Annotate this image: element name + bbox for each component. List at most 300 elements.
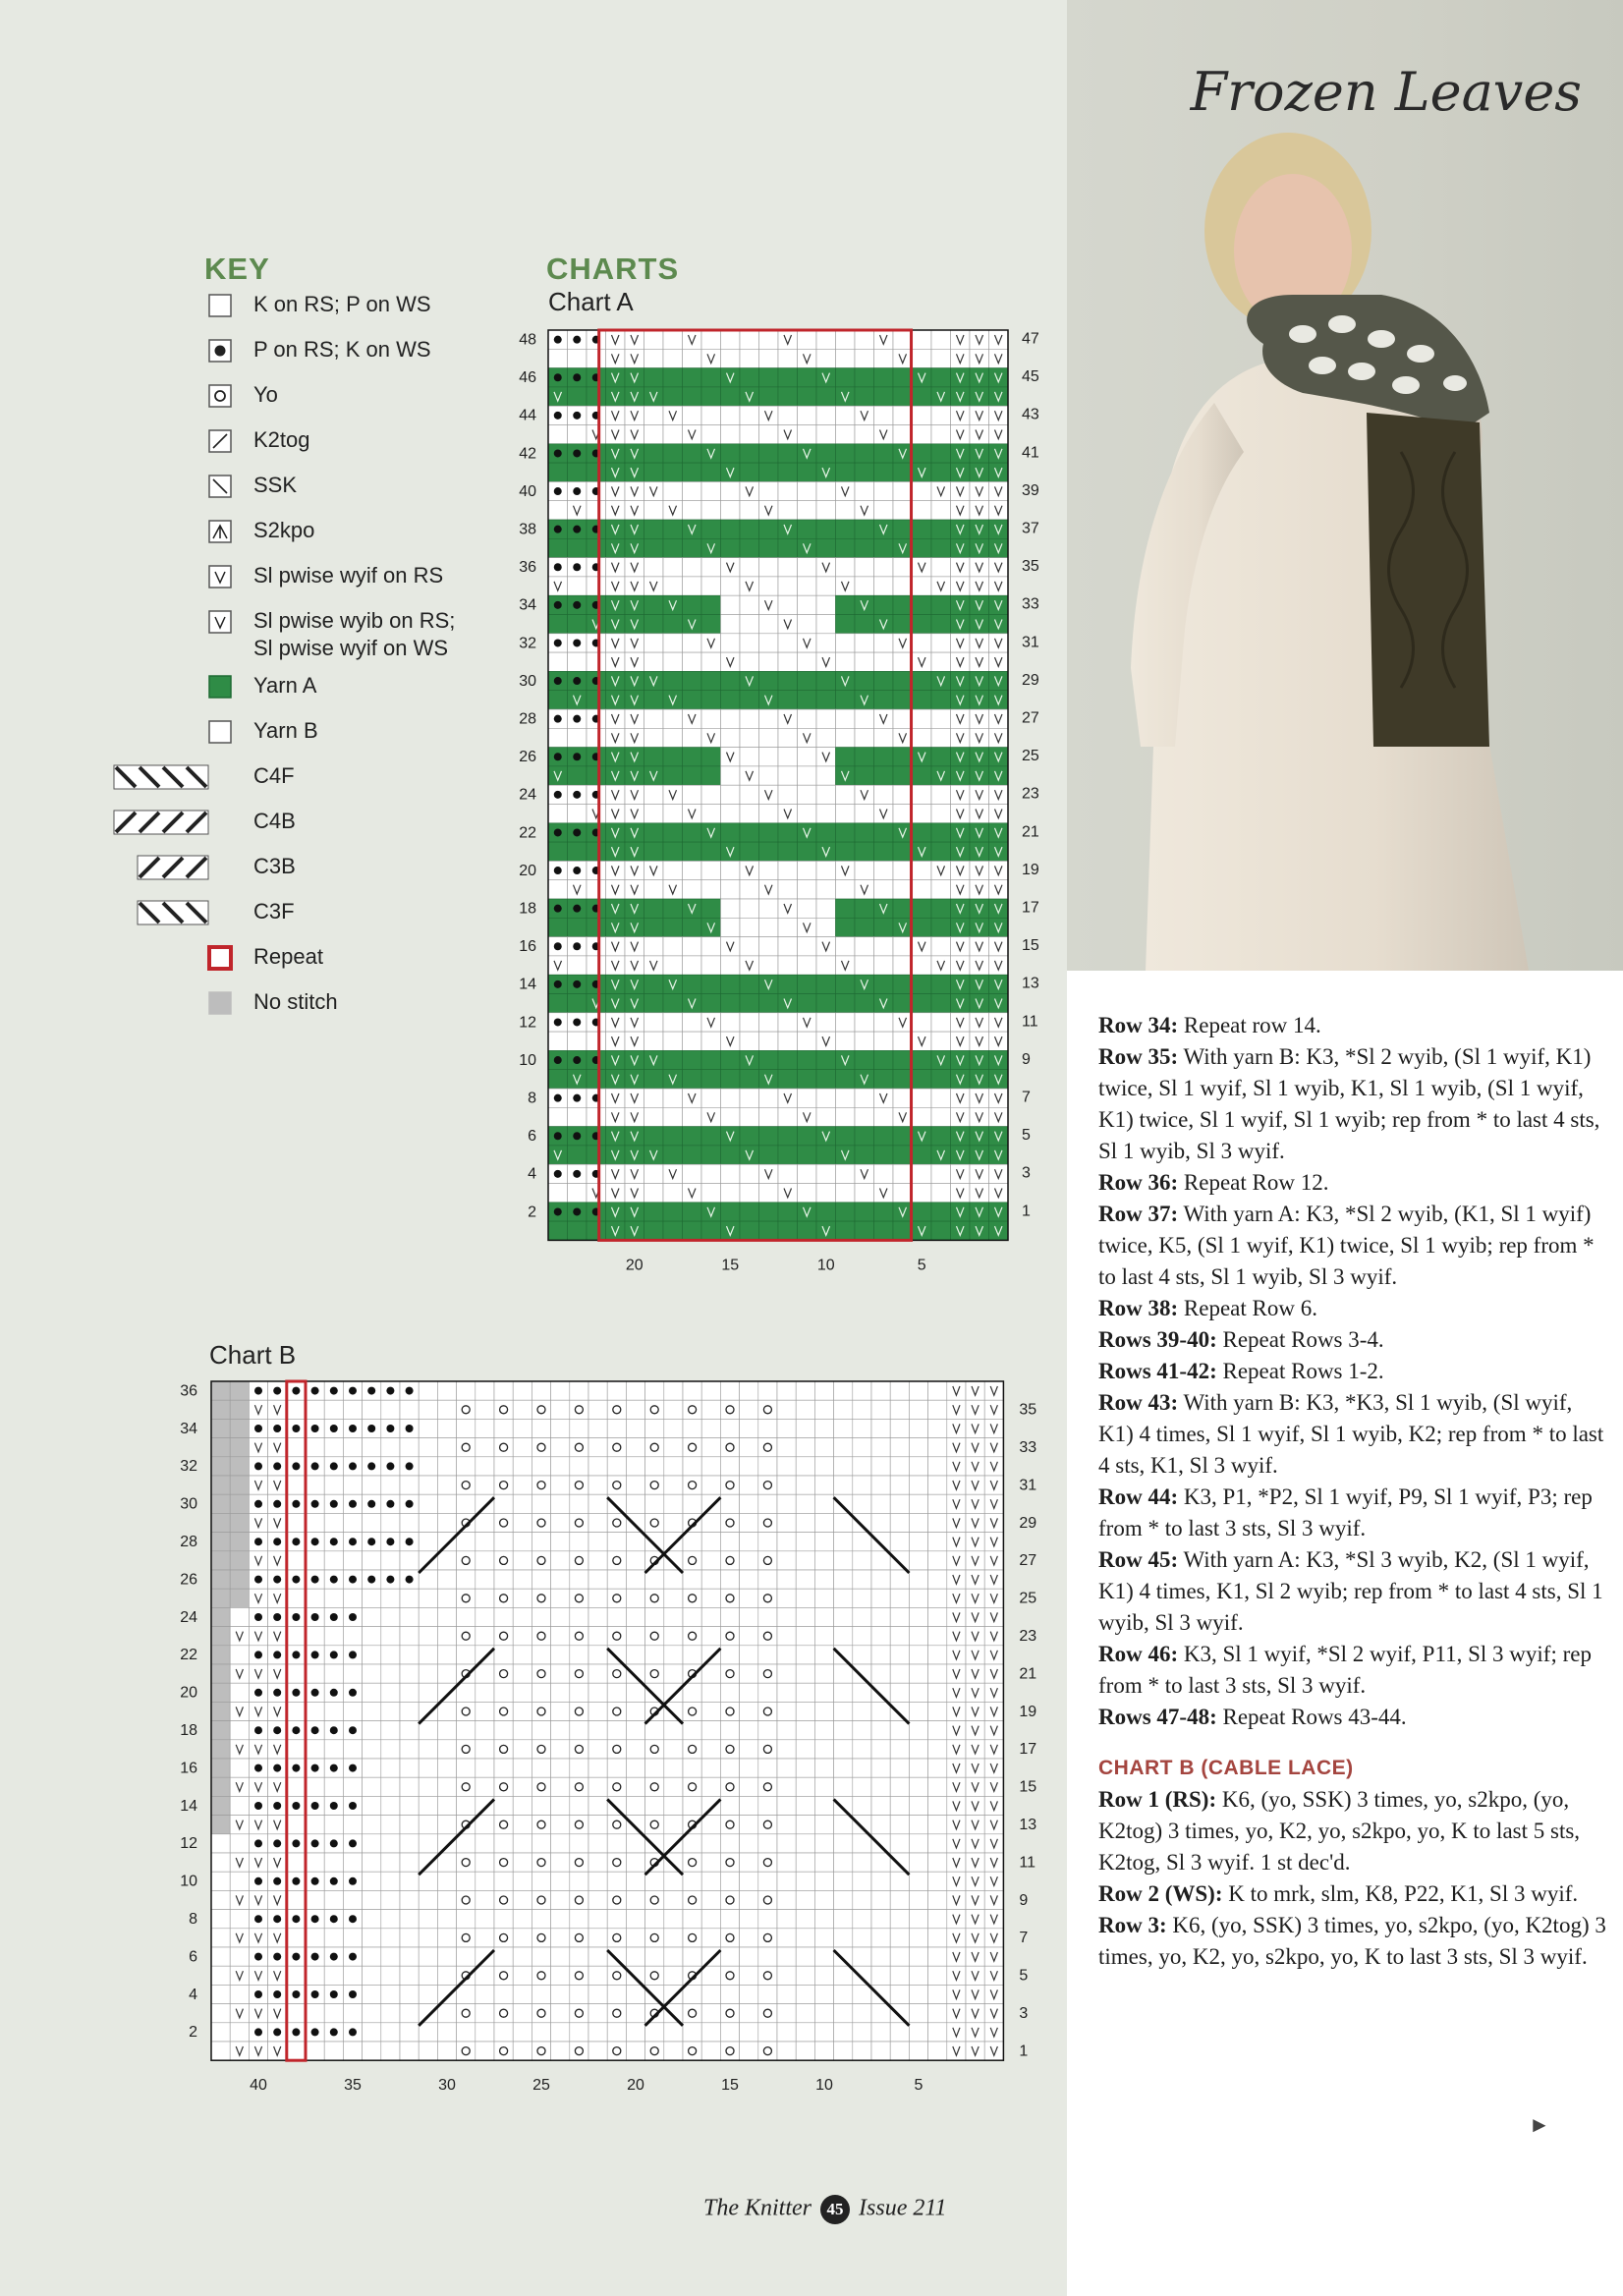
chart-a-cell	[625, 481, 644, 500]
chart-a-cell	[644, 1070, 664, 1089]
chart-a-cell	[874, 918, 894, 936]
chart-a-cell	[721, 766, 741, 785]
chart-a-cell	[606, 577, 626, 595]
chart-a-cell	[893, 330, 913, 349]
chart-b-cell	[476, 1438, 494, 1457]
chart-a-cell	[913, 1013, 932, 1032]
chart-a-cell	[625, 368, 644, 387]
chart-b-cell	[476, 1589, 494, 1607]
chart-a-cell	[568, 1146, 588, 1164]
chart-b-cell	[607, 1533, 626, 1551]
chart-b-row-label-right: 5	[1019, 1967, 1029, 1985]
chart-b-cell	[664, 1834, 683, 1853]
model-photo	[1067, 0, 1623, 971]
chart-a-cell	[798, 577, 817, 595]
chart-b-purl-mark	[254, 1953, 262, 1961]
chart-a-cell	[778, 634, 798, 652]
chart-a-cell	[874, 880, 894, 899]
chart-b-purl-mark	[349, 1915, 357, 1923]
chart-a-cell	[644, 918, 664, 936]
chart-b-purl-mark	[292, 1877, 300, 1885]
chart-a-cell	[989, 937, 1009, 956]
chart-b-cell	[437, 1853, 456, 1872]
chart-b-cell	[966, 1570, 984, 1589]
key-item	[138, 672, 491, 711]
key-symbol-c3b-icon	[138, 855, 208, 880]
chart-b-cell	[871, 1419, 890, 1437]
chart-b-cell	[570, 1759, 588, 1777]
chart-b-cell	[494, 1533, 513, 1551]
chart-a-cell	[989, 652, 1009, 671]
chart-b-purl-mark	[292, 1651, 300, 1658]
chart-a-purl-mark	[554, 563, 562, 571]
chart-b-cell	[494, 1551, 513, 1570]
chart-a-cell	[798, 595, 817, 614]
chart-a-cell	[663, 368, 683, 387]
chart-a-cell	[548, 615, 568, 634]
chart-b-cell	[551, 1947, 570, 1966]
chart-b-cell	[230, 2004, 249, 2023]
chart-b-cell	[607, 1759, 626, 1777]
chart-b-cell	[796, 2042, 814, 2060]
chart-b-cell	[268, 2042, 287, 2060]
chart-b-cell	[588, 1551, 607, 1570]
chart-a-cell	[893, 766, 913, 785]
chart-b-cell	[814, 1589, 833, 1607]
chart-b-cell	[984, 1419, 1003, 1437]
key-label: K2tog	[253, 427, 310, 452]
chart-a-cell	[548, 1070, 568, 1089]
chart-a-cell	[625, 1146, 644, 1164]
chart-a-cell	[798, 975, 817, 993]
chart-a-cell	[625, 975, 644, 993]
chart-a-cell	[816, 330, 836, 349]
chart-a-cell	[701, 785, 721, 804]
chart-b-cell	[211, 1419, 230, 1437]
chart-b-cell	[720, 1646, 739, 1664]
chart-a-cell	[683, 994, 702, 1013]
key-item	[138, 607, 491, 660]
chart-b-row-label-right: 23	[1019, 1628, 1037, 1645]
chart-a-cell	[893, 444, 913, 463]
chart-a-cell	[644, 880, 664, 899]
chart-b-cell	[720, 1947, 739, 1966]
chart-b-cell	[551, 1419, 570, 1437]
chart-b-cell	[777, 1457, 796, 1476]
chart-a-cell	[893, 956, 913, 975]
chart-b-cell	[758, 2023, 777, 2042]
chart-b-cell	[683, 1551, 701, 1570]
chart-b-cell	[701, 1589, 720, 1607]
chart-a-cell	[740, 1221, 759, 1240]
chart-b-cell	[777, 1985, 796, 2003]
chart-b-cell	[814, 1853, 833, 1872]
chart-b-col-label: 25	[532, 2077, 550, 2095]
chart-a-cell	[548, 463, 568, 481]
chart-b-cell	[343, 1816, 362, 1834]
chart-b-cell	[814, 1910, 833, 1929]
chart-b-cell	[381, 1966, 400, 1985]
chart-a-cell	[816, 1050, 836, 1069]
chart-a-cell	[759, 1164, 779, 1183]
chart-b-cell	[532, 1777, 550, 1796]
key-symbol-slip-icon	[208, 609, 232, 635]
chart-a-purl-mark	[573, 715, 581, 723]
chart-b-cell	[476, 1872, 494, 1890]
chart-a-cell	[625, 805, 644, 823]
chart-b-cell	[437, 1929, 456, 1947]
chart-a-cell	[683, 861, 702, 879]
chart-b-purl-mark	[273, 1839, 281, 1847]
chart-b-purl-mark	[254, 1387, 262, 1395]
chart-b-purl-mark	[273, 1764, 281, 1772]
chart-a-cell	[701, 595, 721, 614]
chart-b-cell	[777, 1627, 796, 1646]
chart-a-cell	[778, 558, 798, 577]
instruction-paragraph	[1098, 1387, 1609, 1482]
chart-b-cell	[758, 1570, 777, 1589]
chart-b-cell	[777, 1966, 796, 1985]
chart-b-cell	[871, 1834, 890, 1853]
chart-b-cell	[777, 1607, 796, 1626]
chart-a-cell	[606, 481, 626, 500]
chart-b-cell	[909, 1589, 927, 1607]
chart-a-cell	[989, 595, 1009, 614]
chart-b-purl-mark	[330, 1500, 338, 1508]
instruction-row-label: Row 36:	[1098, 1170, 1179, 1195]
chart-b-cell	[909, 1947, 927, 1966]
chart-a-cell	[663, 842, 683, 861]
chart-a-cell	[931, 823, 951, 842]
chart-b-cell	[966, 1646, 984, 1664]
chart-b-cell	[777, 1419, 796, 1437]
chart-b-cell	[890, 1589, 909, 1607]
chart-a-cell	[893, 387, 913, 406]
chart-b-cell	[607, 1627, 626, 1646]
chart-b-cell	[211, 1872, 230, 1890]
chart-b-cell	[230, 1551, 249, 1570]
chart-a-cell	[816, 387, 836, 406]
chart-b-cell	[607, 2023, 626, 2042]
chart-b-cell	[740, 1589, 758, 1607]
chart-b-cell	[890, 1816, 909, 1834]
chart-b-cell	[853, 1381, 871, 1400]
chart-b-cell	[419, 1457, 437, 1476]
key-heading: KEY	[204, 252, 270, 286]
key-symbol-k2tog-icon	[208, 428, 232, 454]
chart-a-cell	[893, 1050, 913, 1069]
chart-a-cell	[855, 538, 874, 557]
chart-b-cell	[758, 1853, 777, 1872]
chart-b-cell	[607, 1419, 626, 1437]
chart-a-cell	[644, 1203, 664, 1221]
chart-b-cell	[626, 1513, 644, 1532]
chart-a-cell	[893, 899, 913, 918]
chart-b-cell	[683, 1796, 701, 1815]
chart-b-cell	[834, 1890, 853, 1909]
chart-b-cell	[419, 1777, 437, 1796]
chart-b-cell	[740, 1438, 758, 1457]
chart-b-cell	[588, 1381, 607, 1400]
chart-a-purl-mark	[554, 905, 562, 913]
chart-a-cell	[951, 671, 971, 690]
chart-b-purl-mark	[311, 1576, 319, 1584]
chart-a-cell	[759, 349, 779, 367]
chart-b-cell	[607, 1607, 626, 1626]
chart-a-cell	[568, 615, 588, 634]
chart-b-cell	[211, 1627, 230, 1646]
chart-b-cell	[419, 1966, 437, 1985]
chart-a-cell	[606, 691, 626, 709]
chart-b-cell	[343, 1890, 362, 1909]
chart-a-cell	[970, 520, 989, 538]
chart-b-cell	[834, 1947, 853, 1966]
chart-a-row-label-left: 14	[519, 976, 536, 993]
chart-a-cell	[798, 1146, 817, 1164]
chart-a-row-label-left: 28	[519, 710, 536, 728]
chart-a-cell	[701, 1164, 721, 1183]
chart-a-cell	[663, 425, 683, 444]
chart-b-cell	[966, 1513, 984, 1532]
chart-b-cell	[740, 1796, 758, 1815]
chart-a-cell	[855, 406, 874, 424]
chart-b-cell	[381, 1853, 400, 1872]
chart-b-cell	[683, 1834, 701, 1853]
chart-b-cell	[532, 1400, 550, 1419]
chart-b-cell	[720, 1381, 739, 1400]
chart-b-cell	[758, 1400, 777, 1419]
chart-b-cell	[796, 1570, 814, 1589]
chart-b-cell	[890, 1966, 909, 1985]
chart-b-cell	[230, 1853, 249, 1872]
chart-b-cell	[437, 1419, 456, 1437]
chart-b-cell	[871, 1929, 890, 1947]
chart-b-cell	[777, 1551, 796, 1570]
chart-b-cell	[400, 1740, 419, 1759]
next-page-arrow-icon: ►	[1529, 2112, 1550, 2137]
chart-b-cell	[664, 2004, 683, 2023]
chart-b-cell	[853, 1853, 871, 1872]
chart-b-cell	[720, 1890, 739, 1909]
chart-a-cell	[970, 842, 989, 861]
chart-b-cell	[607, 1777, 626, 1796]
chart-a-cell	[778, 1032, 798, 1050]
chart-b-cell	[984, 1985, 1003, 2003]
chart-a-cell	[989, 387, 1009, 406]
chart-a-cell	[625, 691, 644, 709]
chart-b-cell	[437, 1947, 456, 1966]
chart-b-cell	[664, 1400, 683, 1419]
chart-a-cell	[855, 349, 874, 367]
chart-b-cell	[834, 2023, 853, 2042]
chart-a-cell	[893, 823, 913, 842]
chart-b-cell	[476, 1513, 494, 1532]
chart-a-cell	[970, 481, 989, 500]
chart-b-cell	[457, 1816, 476, 1834]
chart-a-purl-mark	[554, 1056, 562, 1064]
chart-b-cell	[513, 1777, 532, 1796]
chart-a-cell	[721, 1032, 741, 1050]
chart-b-cell	[570, 1872, 588, 1890]
chart-a-cell	[836, 785, 856, 804]
chart-b-cell	[363, 1683, 381, 1702]
chart-b-cell	[381, 2004, 400, 2023]
chart-a-cell	[836, 823, 856, 842]
chart-a-cell	[970, 425, 989, 444]
chart-b-cell	[607, 1816, 626, 1834]
chart-b-purl-mark	[273, 2028, 281, 2036]
chart-a-cell	[740, 1013, 759, 1032]
chart-a-cell	[778, 766, 798, 785]
chart-a-cell	[913, 823, 932, 842]
chart-b-cell	[796, 1494, 814, 1513]
chart-a-cell	[606, 1013, 626, 1032]
chart-b-cell	[343, 2004, 362, 2023]
chart-a-cell	[663, 1050, 683, 1069]
chart-a-col-label: 20	[625, 1257, 644, 1274]
chart-b-cell	[626, 2042, 644, 2060]
chart-b-cell	[588, 1985, 607, 2003]
chart-b-cell	[928, 1607, 947, 1626]
chart-a-cell	[548, 501, 568, 520]
chart-a-row-label-right: 13	[1022, 975, 1039, 992]
chart-b-cell	[476, 1985, 494, 2003]
chart-a-row-label-left: 18	[519, 900, 536, 918]
chart-a-cell	[568, 349, 588, 367]
chart-b-cell	[871, 1627, 890, 1646]
chart-a-cell	[759, 1221, 779, 1240]
chart-b-row-label-left: 4	[189, 1986, 197, 2003]
chart-a-cell	[970, 899, 989, 918]
chart-b-purl-mark	[292, 2028, 300, 2036]
chart-a-cell	[951, 956, 971, 975]
chart-a-cell	[683, 805, 702, 823]
chart-b-cell	[871, 1721, 890, 1740]
chart-a-cell	[644, 1089, 664, 1107]
chart-a-cell	[931, 406, 951, 424]
chart-a-cell	[816, 425, 836, 444]
chart-b-cell	[909, 1664, 927, 1683]
chart-b-cell	[645, 1683, 664, 1702]
chart-b-cell	[400, 1929, 419, 1947]
chart-a-cell	[701, 861, 721, 879]
chart-b-cell	[268, 1702, 287, 1720]
chart-b-cell	[683, 1589, 701, 1607]
chart-a-cell	[816, 748, 836, 766]
chart-a-cell	[683, 1089, 702, 1107]
chart-b-cell	[419, 1834, 437, 1853]
chart-a-cell	[606, 425, 626, 444]
chart-a-cell	[740, 349, 759, 367]
chart-a-cell	[855, 899, 874, 918]
chart-b-cell	[343, 1966, 362, 1985]
chart-b-purl-mark	[349, 1425, 357, 1432]
chart-b-cell	[626, 1551, 644, 1570]
chart-a-cell	[913, 1070, 932, 1089]
chart-b-cell	[381, 1759, 400, 1777]
chart-a-cell	[625, 842, 644, 861]
chart-b-cell	[570, 1702, 588, 1720]
chart-a-cell	[798, 387, 817, 406]
chart-a-row-label-left: 6	[528, 1128, 536, 1146]
chart-b-cell	[871, 1646, 890, 1664]
chart-b-purl-mark	[273, 1877, 281, 1885]
chart-a-cell	[951, 1184, 971, 1203]
chart-b-cell	[419, 1702, 437, 1720]
chart-a-cell	[913, 975, 932, 993]
chart-b-row-label-right: 3	[1019, 2005, 1029, 2022]
chart-b-cell	[947, 1929, 966, 1947]
chart-b-cell	[966, 1419, 984, 1437]
chart-b-cell	[551, 1966, 570, 1985]
chart-a-cell	[683, 595, 702, 614]
chart-a-cell	[893, 481, 913, 500]
chart-b-cell	[363, 1853, 381, 1872]
chart-b-cell	[871, 1796, 890, 1815]
chart-b-cell	[683, 1702, 701, 1720]
chart-a-cell	[855, 842, 874, 861]
chart-a-cell	[931, 1221, 951, 1240]
chart-a-cell	[701, 349, 721, 367]
chart-b-cell	[381, 1872, 400, 1890]
instruction-text: Repeat Rows 43-44.	[1216, 1705, 1407, 1729]
chart-a-cell	[913, 842, 932, 861]
chart-a-cell	[798, 425, 817, 444]
chart-a-cell	[625, 463, 644, 481]
chart-a-cell	[989, 1127, 1009, 1146]
chart-b-cell	[909, 1796, 927, 1815]
chart-b-cell	[645, 2023, 664, 2042]
key-label: C3F	[253, 899, 295, 924]
chart-b-cell	[796, 1513, 814, 1532]
chart-b-purl-mark	[311, 1689, 319, 1697]
chart-b-cell	[419, 1646, 437, 1664]
chart-a-purl-mark	[554, 639, 562, 646]
chart-a-cell	[913, 766, 932, 785]
chart-b-cell	[947, 1570, 966, 1589]
chart-b-cell	[645, 1853, 664, 1872]
chart-b-cell	[551, 1533, 570, 1551]
chart-a-cell	[587, 349, 606, 367]
chart-b-cell	[871, 1740, 890, 1759]
chart-b-cell	[720, 1910, 739, 1929]
chart-b-cell	[814, 2042, 833, 2060]
chart-b-cell	[701, 1438, 720, 1457]
chart-b-cell	[400, 2023, 419, 2042]
chart-b-purl-mark	[349, 1990, 357, 1998]
chart-a-row-label-right: 37	[1022, 520, 1039, 537]
chart-a-cell	[663, 1146, 683, 1164]
chart-a-cell	[816, 652, 836, 671]
chart-a-cell	[798, 728, 817, 747]
chart-a-cell	[721, 406, 741, 424]
chart-b-purl-mark	[254, 1425, 262, 1432]
chart-a-cell	[855, 975, 874, 993]
chart-b-cell	[777, 1759, 796, 1777]
chart-b-cell	[513, 1533, 532, 1551]
chart-b-cell	[758, 1627, 777, 1646]
chart-a-cell	[683, 1013, 702, 1032]
chart-b-cell	[947, 1890, 966, 1909]
chart-b-purl-mark	[386, 1425, 394, 1432]
chart-b-cell	[306, 1400, 324, 1419]
chart-a-cell	[721, 425, 741, 444]
chart-b-cell	[570, 2042, 588, 2060]
chart-a-cell	[683, 444, 702, 463]
chart-a-cell	[778, 899, 798, 918]
chart-b-cell	[966, 1816, 984, 1834]
chart-a-row-label-left: 42	[519, 445, 536, 463]
